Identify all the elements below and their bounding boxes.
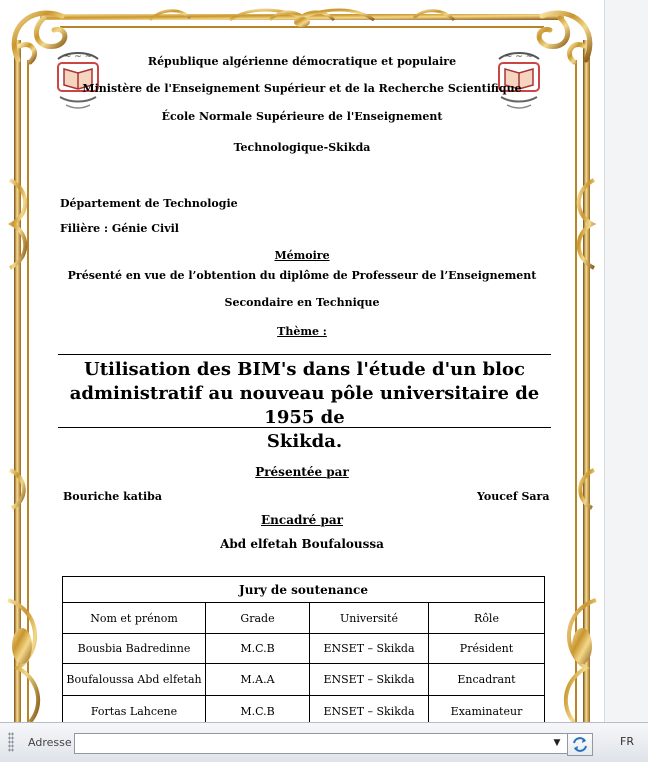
- svg-text:~ ~ ~: ~ ~ ~: [504, 52, 534, 62]
- supervisor-name: Abd elfetah Boufaloussa: [220, 537, 384, 551]
- column-header-role: Rôle: [429, 603, 545, 634]
- column-header-name: Nom et prénom: [63, 603, 206, 634]
- jury-table: [62, 576, 545, 722]
- theme-label: Thème :: [277, 325, 327, 338]
- student-1: Bouriche katiba: [63, 490, 162, 503]
- jury-role: Encadrant: [429, 664, 545, 696]
- language-indicator[interactable]: FR: [620, 735, 634, 748]
- address-input[interactable]: [74, 733, 568, 754]
- header-ministry: Ministère de l'Enseignement Supérieur et de la Recherche Scientifique: [82, 82, 522, 95]
- supervised-by-label: Encadré par: [261, 513, 343, 527]
- header-republic: République algérienne démocratique et populaire: [147, 55, 457, 68]
- table-row: [63, 664, 545, 696]
- presented-by-label: Présentée par: [255, 465, 349, 479]
- jury-name: Bousbia Badredinne: [63, 634, 206, 664]
- refresh-go-button[interactable]: [567, 733, 593, 756]
- column-header-university: Université: [310, 603, 429, 634]
- thesis-title-line3: Skikda.: [266, 431, 343, 452]
- jury-name: Fortas Lahcene: [63, 696, 206, 723]
- header-school: École Normale Supérieure de l'Enseignement: [161, 110, 443, 123]
- thesis-title: [58, 358, 551, 454]
- memoire-purpose: Présenté en vue de l’obtention du diplôme de Professeur de l’Enseignement: [67, 269, 537, 282]
- jury-university: ENSET – Skikda: [310, 696, 429, 723]
- jury-university: ENSET – Skikda: [310, 664, 429, 696]
- department: Département de Technologie: [60, 197, 238, 210]
- jury-grade: M.A.A: [206, 664, 310, 696]
- jury-name: Boufaloussa Abd elfetah: [63, 664, 206, 696]
- student-2: Youcef Sara: [477, 490, 550, 503]
- jury-role: Président: [429, 634, 545, 664]
- toolbar-grip-handle[interactable]: [8, 732, 14, 752]
- title-rule-bottom: [58, 427, 551, 428]
- jury-university: ENSET – Skikda: [310, 634, 429, 664]
- memoire-purpose-cont: Secondaire en Technique: [224, 296, 380, 309]
- refresh-icon: [568, 734, 592, 755]
- jury-grade: M.C.B: [206, 696, 310, 723]
- table-row: [63, 696, 545, 723]
- jury-role: Examinateur: [429, 696, 545, 723]
- filiere: Filière : Génie Civil: [60, 222, 179, 235]
- chevron-down-icon[interactable]: ▼: [553, 738, 561, 748]
- column-header-grade: Grade: [206, 603, 310, 634]
- jury-grade: M.C.B: [206, 634, 310, 664]
- memoire-label: Mémoire: [274, 249, 330, 262]
- address-toolbar: [0, 722, 648, 762]
- title-rule-top: [58, 354, 551, 355]
- svg-text:~ ~ ~: ~ ~ ~: [63, 52, 93, 62]
- thesis-title-line2: administratif au nouveau pôle universitaire de 1955 de: [69, 383, 540, 428]
- table-row: [63, 634, 545, 664]
- jury-caption: Jury de soutenance: [63, 577, 545, 603]
- address-label: Adresse: [28, 736, 72, 749]
- thesis-title-line1: Utilisation des BIM's dans l'étude d'un bloc: [84, 359, 525, 380]
- header-city: Technologique-Skikda: [233, 141, 371, 154]
- page-gutter: [604, 0, 648, 722]
